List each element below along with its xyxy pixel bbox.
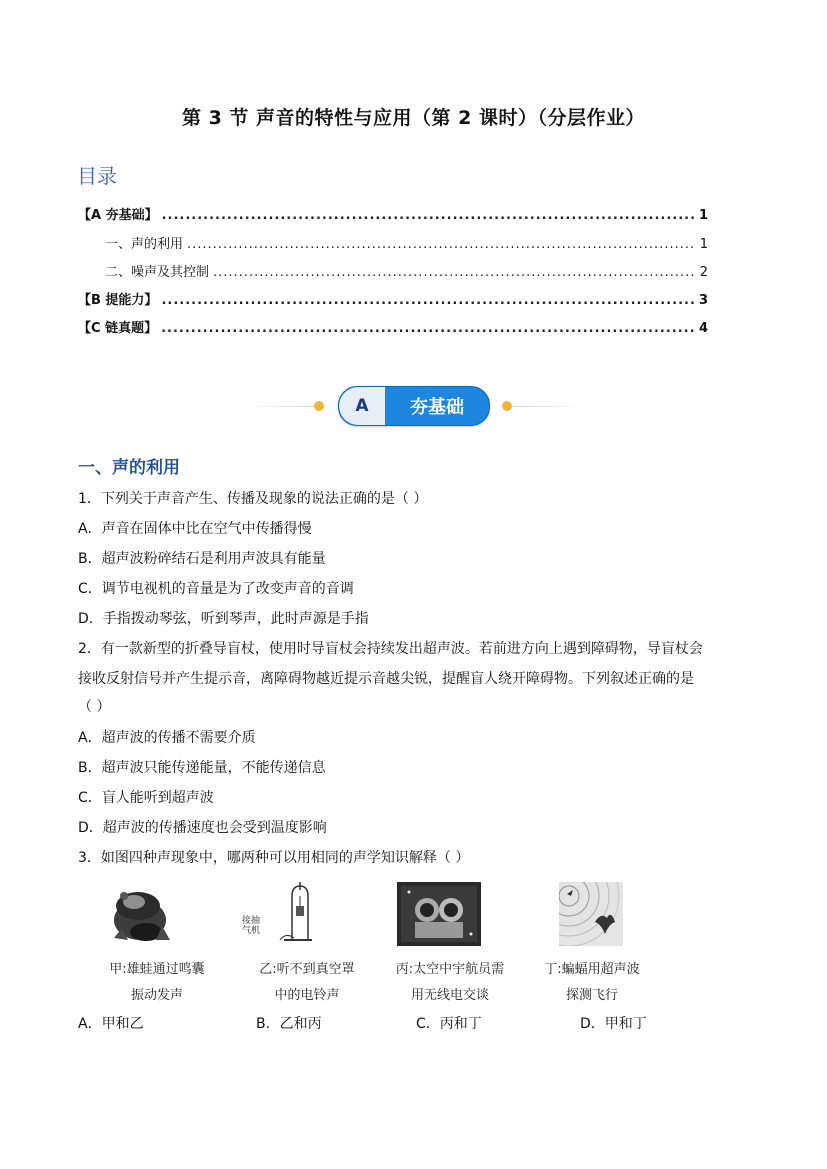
section-heading: 一、声的利用 [78,458,180,478]
toc-leader-dots [187,237,696,252]
toc-item-noise[interactable] [105,261,708,281]
question-1-stem: 1．下列关于声音产生、传播及现象的说法正确的是（ ） [78,491,428,507]
page-title: 第 3 节 声音的特性与应用（第 2 课时）（分层作业） [181,107,645,129]
question-3-stem: 3．如图四种声现象中，哪两种可以用相同的声学知识解释（ ） [78,850,470,866]
question-3-option-a[interactable]: A．甲和乙 [78,1016,144,1032]
toc-item-a[interactable] [78,204,708,224]
toc-item-sound-use[interactable] [105,233,708,253]
caption-line: 振动发声 [130,988,183,1003]
question-2-option-a[interactable]: A．超声波的传播不需要介质 [78,730,256,746]
toc-item-page: 1 [699,237,708,252]
question-3-option-d[interactable]: D．甲和丁 [580,1016,647,1032]
question-2-option-d[interactable]: D．超声波的传播速度也会受到温度影响 [78,820,327,836]
toc-item-page: 1 [698,208,708,223]
banner-text: 夯基础 [410,397,464,418]
figure-bell-jar-caption [232,957,382,1009]
toc-leader-dots [213,265,696,280]
toc-leader-dots [162,208,695,223]
toc-leader-dots [161,321,695,336]
question-1-option-d[interactable]: D．手指拨动琴弦，听到琴声，此时声源是手指 [78,611,369,627]
question-2-option-c[interactable]: C．盲人能听到超声波 [78,790,214,806]
question-1-option-a[interactable]: A．声音在固体中比在空气中传播得慢 [78,521,312,537]
figure-frog-caption [82,957,232,1009]
toc-item-label: 【C 链真题】 [78,321,158,336]
figure-bat-caption [517,957,667,1009]
caption-line: 乙:听不到真空罩 [259,962,355,977]
banner-line-right [512,406,580,407]
question-3-option-c[interactable]: C．丙和丁 [416,1016,482,1032]
toc-item-c[interactable] [78,317,708,337]
question-2-stem-line-3: （ ） [78,699,111,715]
vacuum-bell-jar-image [254,882,314,946]
toc-item-b[interactable] [78,289,708,309]
banner-line-left [250,406,318,407]
toc-item-page: 4 [698,321,708,336]
toc-item-page: 2 [699,265,708,280]
toc-leader-dots [161,293,695,308]
question-2-stem-line-2: 接收反射信号并产生提示音，离障碍物越近提示音越尖锐，提醒盲人绕开障碍物。下列叙述正确的是 [78,671,694,687]
question-2-option-b[interactable]: B．超声波只能传递能量，不能传递信息 [78,760,326,776]
question-1-option-c[interactable]: C．调节电视机的音量是为了改变声音的音调 [78,581,354,597]
question-2-stem-line-1: 2．有一款新型的折叠导盲杖，使用时导盲杖会持续发出超声波。若前进方向上遇到障碍物，导盲杖会 [78,641,703,657]
caption-line: 丙:太空中宇航员需 [395,962,505,977]
frog-image [104,882,174,946]
bell-jar-label: 接抽气机 [242,916,261,936]
toc-item-label: 【A 夯基础】 [78,208,158,223]
question-3-option-b[interactable]: B．乙和丙 [256,1016,322,1032]
figure-astronauts-caption [375,957,525,1009]
question-1-option-b[interactable]: B．超声波粉碎结石是利用声波具有能量 [78,551,326,567]
toc-item-page: 3 [698,293,708,308]
banner-letter: A [339,387,385,425]
toc-heading: 目录 [77,164,117,188]
caption-line: 丁:蝙蝠用超声波 [544,962,640,977]
caption-line: 用无线电交谈 [410,988,489,1003]
bat-image [559,882,623,946]
caption-line: 探测飞行 [565,988,618,1003]
banner-dot-right [502,401,512,411]
toc-item-label: 一、声的利用 [105,237,184,252]
astronauts-image [397,882,481,946]
banner-dot-left [314,401,324,411]
banner-pill [338,386,490,426]
caption-line: 中的电铃声 [274,988,340,1003]
section-banner [250,386,580,426]
caption-line: 甲:雄蛙通过鸣囊 [109,962,205,977]
toc-item-label: 二、噪声及其控制 [105,265,210,280]
toc-item-label: 【B 提能力】 [78,293,158,308]
